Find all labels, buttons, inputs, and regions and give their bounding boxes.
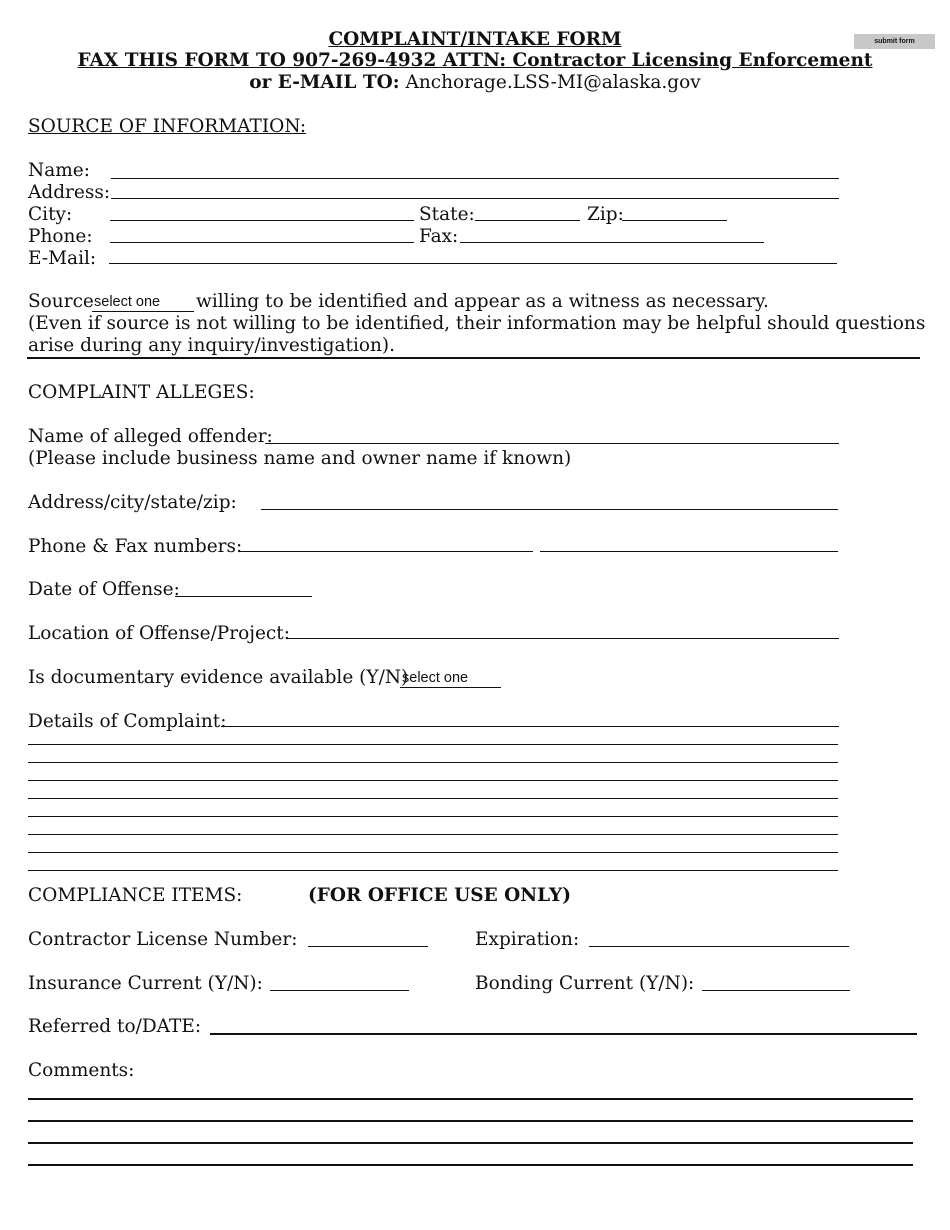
details-field-line[interactable] (28, 762, 838, 763)
email-address: Anchorage.LSS-MI@alaska.gov (405, 72, 701, 93)
expiration-label: Expiration: (475, 929, 580, 950)
comments-field-line[interactable] (28, 1098, 913, 1100)
details-field-line[interactable] (28, 834, 838, 835)
email-label: E-Mail: (28, 248, 97, 269)
comments-field-line[interactable] (28, 1164, 913, 1166)
fax-field[interactable] (460, 242, 764, 243)
details-field-line-1[interactable] (221, 726, 839, 727)
details-field-line[interactable] (28, 780, 838, 781)
address-label: Address: (28, 182, 111, 203)
offender-field[interactable] (265, 443, 839, 444)
phone-field[interactable] (110, 242, 414, 243)
email-instruction (0, 74, 950, 93)
source-willing-text: willing to be identified and appear as a witness as necessary. (196, 291, 769, 312)
city-field[interactable] (110, 220, 414, 221)
bonding-label: Bonding Current (Y/N): (475, 973, 695, 994)
email-prefix: or E-MAIL TO: (249, 72, 400, 93)
offender-fax-field[interactable] (540, 551, 838, 552)
insurance-field[interactable] (270, 990, 409, 991)
evidence-label: Is documentary evidence available (Y/N) (28, 667, 409, 688)
email-field[interactable] (109, 263, 837, 264)
compliance-heading: COMPLIANCE ITEMS: (28, 885, 243, 906)
details-field-line[interactable] (28, 852, 838, 853)
date-of-offense-field[interactable] (175, 596, 312, 597)
source-note-line-2: arise during any inquiry/investigation). (28, 335, 396, 356)
insurance-label: Insurance Current (Y/N): (28, 973, 263, 994)
comments-label: Comments: (28, 1060, 135, 1081)
license-number-label: Contractor License Number: (28, 929, 298, 950)
name-label: Name: (28, 160, 90, 181)
details-field-line[interactable] (28, 870, 838, 871)
comments-field-line[interactable] (28, 1120, 913, 1122)
fax-instruction: FAX THIS FORM TO 907-269-4932 ATTN: Contractor Licensing Enforcement (77, 50, 873, 71)
evidence-select[interactable]: select one (400, 671, 501, 688)
phone-fax-label: Phone & Fax numbers: (28, 536, 243, 557)
address-field[interactable] (111, 198, 839, 199)
details-label: Details of Complaint: (28, 711, 227, 732)
offender-note: (Please include business name and owner name if known) (28, 448, 572, 469)
state-field[interactable] (475, 220, 580, 221)
name-field[interactable] (111, 178, 839, 179)
details-field-line[interactable] (28, 798, 838, 799)
details-field-line[interactable] (28, 744, 838, 745)
location-field[interactable] (286, 638, 839, 639)
zip-label: Zip: (587, 204, 624, 225)
source-note-line-1: (Even if source is not willing to be identified, their information may be helpful should questions (28, 313, 926, 334)
complaint-heading: COMPLAINT ALLEGES: (28, 382, 255, 403)
fax-label: Fax: (419, 226, 459, 247)
bonding-field[interactable] (702, 990, 850, 991)
referred-field[interactable] (210, 1033, 917, 1035)
offender-phone-field[interactable] (239, 551, 533, 552)
offender-label: Name of alleged offender: (28, 426, 273, 447)
comments-field-line[interactable] (28, 1142, 913, 1144)
office-use-note: (FOR OFFICE USE ONLY) (308, 885, 571, 906)
city-label: City: (28, 204, 73, 225)
source-prefix: Source (28, 291, 94, 312)
offender-address-label: Address/city/state/zip: (28, 492, 237, 513)
source-heading: SOURCE OF INFORMATION: (28, 116, 307, 137)
location-label: Location of Offense/Project: (28, 623, 290, 644)
expiration-field[interactable] (589, 946, 849, 947)
license-number-field[interactable] (308, 946, 428, 947)
form-title: COMPLAINT/INTAKE FORM (328, 29, 622, 50)
state-label: State: (419, 204, 475, 225)
details-field-line[interactable] (28, 816, 838, 817)
offender-address-field[interactable] (261, 509, 838, 510)
date-of-offense-label: Date of Offense: (28, 579, 180, 600)
phone-label: Phone: (28, 226, 93, 247)
submit-form-button[interactable]: submit form (854, 34, 935, 49)
referred-label: Referred to/DATE: (28, 1016, 202, 1037)
zip-field[interactable] (622, 220, 727, 221)
section-divider (27, 357, 920, 359)
source-willing-select[interactable]: select one (92, 295, 194, 312)
